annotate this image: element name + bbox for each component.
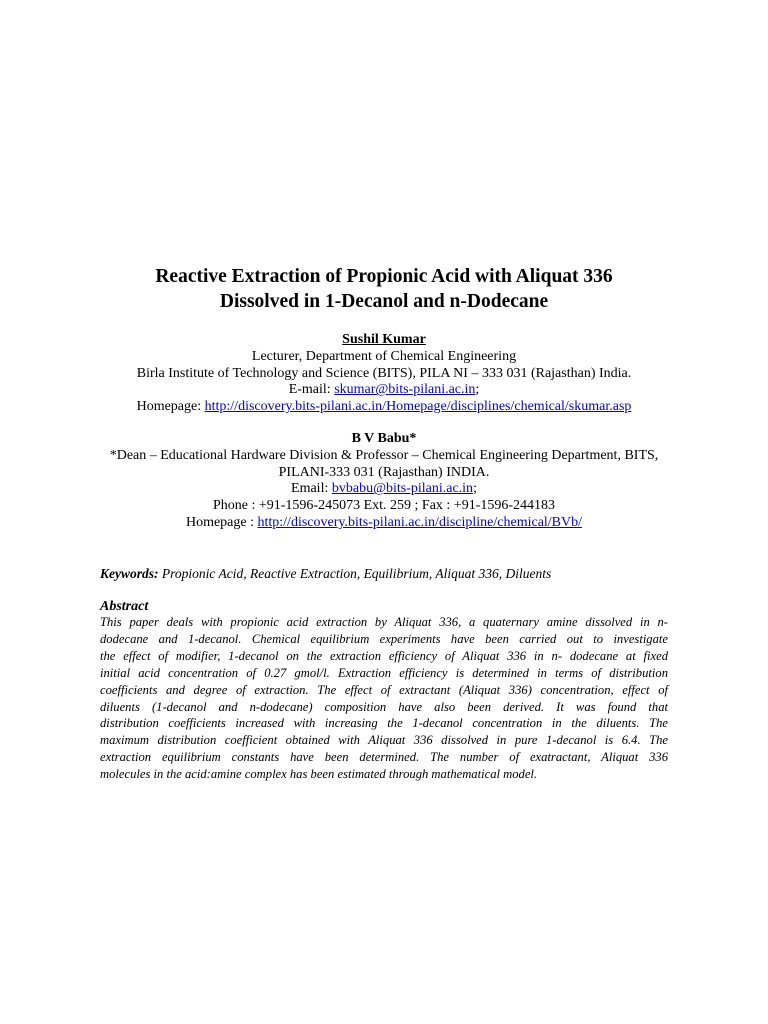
author-block-1: [40, 332, 728, 416]
email-label: E-mail:: [288, 382, 335, 398]
abstract-body: [100, 614, 668, 783]
keywords-line: [100, 565, 670, 582]
abstract-line: molecules in the acid:amine complex has been estimated through mathematical model.: [100, 767, 538, 782]
paper-title: [60, 264, 708, 314]
homepage-label: Homepage :: [185, 514, 258, 530]
abstract-heading: Abstract: [100, 599, 149, 614]
author-homepage-line: [40, 515, 728, 532]
author-affiliation-line: *Dean – Educational Hardware Division & Professor – Chemical Engineering Department, BITS,: [109, 447, 659, 463]
author-name: B V Babu*: [351, 431, 417, 446]
email-label: Email:: [291, 481, 332, 497]
author-affiliation-line: Lecturer, Department of Chemical Engineering: [251, 348, 517, 364]
title-line-1: Reactive Extraction of Propionic Acid with Aliquat 336: [155, 266, 613, 287]
abstract-line: extraction equilibrium constants have been determined. The number of exatractant, Aliquat 336: [100, 750, 668, 765]
abstract-line: distribution coefficients increased with increasing the 1-decanol concentration in the diluents. The: [100, 716, 668, 731]
abstract-line: the effect of modifier, 1-decanol on the extraction efficiency of Aliquat 336 in n- dodecane at fixed: [100, 648, 668, 663]
email-link[interactable]: skumar@bits-pilani.ac.in: [334, 382, 476, 398]
homepage-link[interactable]: http://discovery.bits-pilani.ac.in/Homepage/disciplines/chemical/skumar.asp: [204, 399, 632, 415]
author-affiliation-line: Birla Institute of Technology and Science (BITS), PILA NI – 333 031 (Rajasthan) India.: [136, 365, 632, 381]
title-line-2: Dissolved in 1-Decanol and n-Dodecane: [219, 291, 549, 312]
abstract-line: diluents (1-decanol and n-dodecane) composition have also been derived. It was found that: [100, 699, 668, 714]
homepage-link[interactable]: http://discovery.bits-pilani.ac.in/discipline/chemical/BVb/: [257, 514, 583, 530]
abstract-line: dodecane and 1-decanol. Chemical equilibrium experiments have been carried out to investigate: [100, 631, 668, 646]
keywords-text: Propionic Acid, Reactive Extraction, Equilibrium, Aliquat 336, Diluents: [158, 566, 552, 581]
abstract-line: initial acid concentration of 0.27 gmol/l. Extraction efficiency is determined in terms of distribution: [100, 665, 668, 680]
email-link[interactable]: bvbabu@bits-pilani.ac.in: [331, 481, 474, 497]
abstract-line: maximum distribution coefficient obtained with Aliquat 336 dissolved in pure 1-decanol is 6.4. The: [100, 733, 668, 748]
email-suffix: ;: [475, 382, 480, 398]
author-name: Sushil Kumar: [342, 332, 426, 347]
author-block-2: [40, 431, 728, 532]
homepage-label: Homepage:: [136, 399, 205, 415]
email-suffix: ;: [473, 481, 477, 497]
author-affiliation-line: PILANI-333 031 (Rajasthan) INDIA.: [278, 464, 490, 480]
keywords-label: Keywords:: [100, 566, 159, 581]
abstract-line: This paper deals with propionic acid extraction by Aliquat 336, a quaternary amine dissolved in n-: [100, 615, 668, 629]
author-email-line: [40, 481, 728, 498]
abstract-line: coefficients and degree of extraction. The effect of extractant (Aliquat 336) concentration, effect of: [100, 682, 668, 697]
author-email-line: [40, 382, 728, 399]
author-homepage-line: [40, 399, 728, 416]
author-phone-line: Phone : +91-1596-245073 Ext. 259 ; Fax : +91-1596-244183: [212, 498, 556, 514]
